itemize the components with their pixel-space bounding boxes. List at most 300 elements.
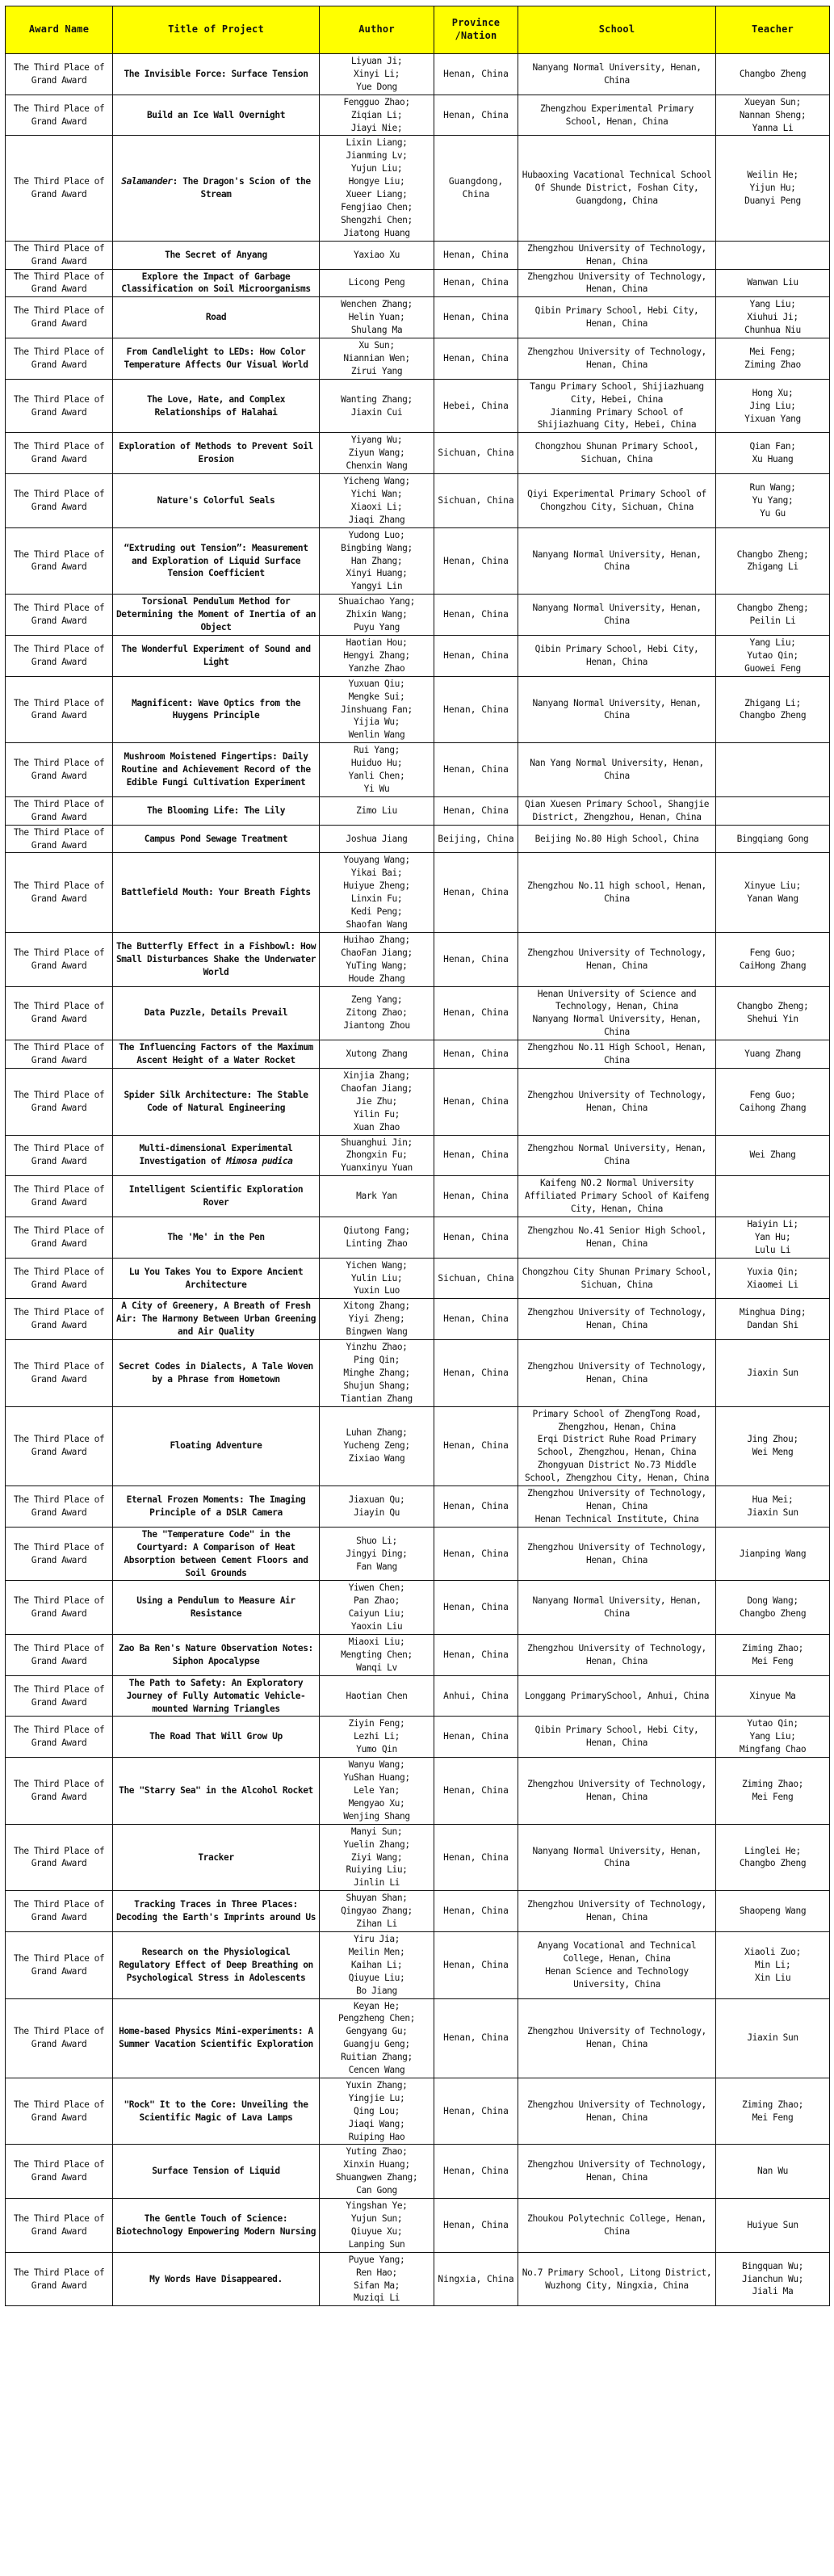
award-name: The Third Place of Grand Award xyxy=(13,1541,105,1565)
award-name-cell xyxy=(6,338,113,380)
authors-cell xyxy=(320,932,434,986)
school-name: Zhengzhou University of Technology, Henan, China xyxy=(527,1779,706,1802)
award-name-cell xyxy=(6,796,113,825)
author-name: Lanping Sun xyxy=(348,2238,405,2250)
author-name: Mark Yan xyxy=(356,1191,397,1202)
project-title-cell xyxy=(113,379,320,433)
project-title: The Road That Will Grow Up xyxy=(149,1731,283,1742)
author-name: Youyang Wang; xyxy=(343,855,410,866)
school-name: Zhengzhou No.11 High School, Henan, China xyxy=(527,1042,706,1066)
project-title: The 'Me' in the Pen xyxy=(167,1231,265,1242)
school-cell xyxy=(518,1675,716,1717)
award-name-cell xyxy=(6,379,113,433)
author-name: Wanqi Lv xyxy=(356,1662,397,1673)
project-title-cell xyxy=(113,54,320,95)
project-title: Tracking Traces in Three Places: Decoding the Earth's Imprints around Us xyxy=(115,1899,316,1923)
author-name: Shaofan Wang xyxy=(346,919,408,930)
authors-cell xyxy=(320,986,434,1040)
author-name: Wanyu Wang; xyxy=(348,1759,405,1771)
province-cell xyxy=(434,1258,518,1299)
author-name: Yangyi Lin xyxy=(350,581,403,592)
table-row xyxy=(6,338,830,380)
authors-cell xyxy=(320,1824,434,1891)
teachers-cell xyxy=(716,54,830,95)
author-name: Jiaqi Wang; xyxy=(348,2118,405,2129)
teachers-cell xyxy=(716,1217,830,1258)
school-cell xyxy=(518,1068,716,1135)
author-name: Niannian Wen; xyxy=(343,352,410,363)
author-name: Huihao Zhang; xyxy=(343,934,410,945)
province-cell xyxy=(434,853,518,932)
author-name: Chenxin Wang xyxy=(346,460,408,472)
school-name: Qibin Primary School, Hebi City, Henan, China xyxy=(534,305,699,330)
table-row xyxy=(6,1217,830,1258)
author-name: Caiyun Liu; xyxy=(348,1608,405,1620)
province-nation: Henan, China xyxy=(443,1007,509,1019)
province-nation: Henan, China xyxy=(443,764,509,775)
school-name: Nanyang Normal University, Henan, China xyxy=(532,1014,702,1038)
province-cell xyxy=(434,241,518,269)
teachers-cell xyxy=(716,1040,830,1069)
table-row xyxy=(6,297,830,338)
authors-cell xyxy=(320,297,434,338)
table-row xyxy=(6,1068,830,1135)
province-cell xyxy=(434,2252,518,2306)
teachers-cell xyxy=(716,2252,830,2306)
school-cell xyxy=(518,1635,716,1676)
teachers-cell xyxy=(716,297,830,338)
award-name: The Third Place of Grand Award xyxy=(13,61,105,86)
school-name: Zhengzhou University of Technology, Henan, China xyxy=(527,1360,706,1385)
teacher-name: Changbo Zheng xyxy=(739,1608,807,1620)
province-nation: Henan, China xyxy=(443,805,509,816)
table-row xyxy=(6,136,830,241)
award-name-cell xyxy=(6,1758,113,1825)
award-name: The Third Place of Grand Award xyxy=(13,2026,105,2050)
project-title-cell xyxy=(113,676,320,743)
award-name: The Third Place of Grand Award xyxy=(13,441,105,465)
teacher-name: Shaopeng Wang xyxy=(739,1906,807,1917)
author-name: Linxin Fu; xyxy=(350,893,403,905)
teacher-name: Zhigang Li; xyxy=(744,697,801,708)
school-cell xyxy=(518,241,716,269)
author-name: Yikai Bai; xyxy=(350,868,403,879)
award-name: The Third Place of Grand Award xyxy=(13,1494,105,1518)
authors-cell xyxy=(320,825,434,853)
project-title: The Love, Hate, and Complex Relationships of Halahai xyxy=(146,393,286,418)
award-name: The Third Place of Grand Award xyxy=(13,1642,105,1666)
province-cell xyxy=(434,1891,518,1932)
school-cell xyxy=(518,527,716,595)
author-name: Jie Zhu; xyxy=(356,1095,397,1107)
teacher-name: Wanwan Liu xyxy=(747,277,798,288)
province-nation: Henan, China xyxy=(443,1440,509,1452)
table-row xyxy=(6,54,830,95)
teacher-name: Yijun Hu; xyxy=(749,183,796,194)
school-cell xyxy=(518,297,716,338)
project-title-cell xyxy=(113,95,320,136)
teacher-name: Ziming Zhao; xyxy=(741,1779,804,1790)
author-name: Xiaoxi Li; xyxy=(350,501,403,512)
award-name-cell xyxy=(6,2145,113,2199)
teacher-name: Mei Feng xyxy=(752,1655,794,1666)
project-title: Surface Tension of Liquid xyxy=(152,2166,280,2177)
school-name: Jianming Primary School of Shijiazhuang City, Hebei, China xyxy=(537,406,697,431)
school-cell xyxy=(518,743,716,797)
province-nation: Henan, China xyxy=(443,2105,509,2116)
header-teacher: Teacher xyxy=(716,6,830,54)
award-name-cell xyxy=(6,1998,113,2078)
authors-cell xyxy=(320,676,434,743)
project-title-cell xyxy=(113,1068,320,1135)
table-row xyxy=(6,1635,830,1676)
table-row xyxy=(6,676,830,743)
author-name: Qiutong Fang; xyxy=(343,1225,410,1236)
teacher-name: Jiali Ma xyxy=(752,2286,794,2297)
author-name: Wanting Zhang; xyxy=(341,393,413,405)
award-name-cell xyxy=(6,136,113,241)
author-name: Jingyi Ding; xyxy=(346,1548,408,1559)
award-name-cell xyxy=(6,1135,113,1176)
author-name: Helin Yuan; xyxy=(348,312,405,323)
school-name: Nanyang Normal University, Henan, China xyxy=(532,697,702,721)
award-name: The Third Place of Grand Award xyxy=(13,176,105,200)
province-cell xyxy=(434,1135,518,1176)
author-name: Yichi Wan; xyxy=(350,489,403,499)
province-cell xyxy=(434,1717,518,1758)
teacher-name: Mei Feng xyxy=(752,1791,794,1802)
province-cell xyxy=(434,474,518,528)
province-nation: Henan, China xyxy=(443,1095,509,1107)
province-nation: Sichuan, China xyxy=(438,1272,514,1284)
author-name: Yudong Luo; xyxy=(348,529,405,540)
table-row xyxy=(6,1824,830,1891)
teacher-name: Yang Liu; xyxy=(749,637,796,648)
province-cell xyxy=(434,1931,518,1998)
school-cell xyxy=(518,635,716,676)
teacher-name: Peilin Li xyxy=(749,616,796,627)
project-title-cell xyxy=(113,1040,320,1069)
school-cell xyxy=(518,1135,716,1176)
award-name: The Third Place of Grand Award xyxy=(13,1360,105,1385)
province-cell xyxy=(434,1040,518,1069)
school-cell xyxy=(518,474,716,528)
province-nation: Henan, China xyxy=(443,1048,509,1060)
province-cell xyxy=(434,338,518,380)
project-title-cell xyxy=(113,1675,320,1717)
author-name: Haotian Chen xyxy=(346,1690,408,1701)
author-name: Joshua Jiang xyxy=(346,833,408,844)
school-cell xyxy=(518,1758,716,1825)
school-name: Qibin Primary School, Hebi City, Henan, China xyxy=(534,1725,699,1749)
school-cell xyxy=(518,1581,716,1635)
teacher-name: Mei Feng; xyxy=(749,346,796,357)
award-name-cell xyxy=(6,1040,113,1069)
school-cell xyxy=(518,1299,716,1340)
province-cell xyxy=(434,1217,518,1258)
teachers-cell xyxy=(716,743,830,797)
teacher-name: Changbo Zheng xyxy=(739,710,807,721)
author-name: Houde Zhang xyxy=(348,973,405,984)
project-title: The Path to Safety: An Exploratory Journey of Fully Automatic Vehicle-mounted Warning Triangles xyxy=(126,1677,306,1714)
province-cell xyxy=(434,297,518,338)
teacher-name: Yixuan Yang xyxy=(744,413,801,424)
award-name-cell xyxy=(6,1675,113,1717)
author-name: Huiduo Hu; xyxy=(350,758,403,769)
teacher-name: Dandan Shi xyxy=(747,1320,798,1331)
teacher-name: Mei Feng xyxy=(752,2112,794,2123)
authors-cell xyxy=(320,1258,434,1299)
authors-cell xyxy=(320,1486,434,1528)
project-title: The Secret of Anyang xyxy=(165,249,267,260)
authors-cell xyxy=(320,853,434,932)
teacher-name: Yanan Wang xyxy=(747,893,798,905)
project-title-cell xyxy=(113,1135,320,1176)
project-title: The "Temperature Code" in the Courtyard: A Comparison of Heat Absorption between Cement Floors and Soil Grounds xyxy=(124,1528,308,1578)
teachers-cell xyxy=(716,986,830,1040)
author-name: YuShan Huang; xyxy=(343,1772,410,1784)
project-title: Campus Pond Sewage Treatment xyxy=(144,833,288,844)
author-name: Puyu Yang xyxy=(353,622,400,633)
teacher-name: Shehui Yin xyxy=(747,1014,798,1025)
author-name: Yi Wu xyxy=(363,783,390,794)
school-cell xyxy=(518,136,716,241)
province-nation: Henan, China xyxy=(443,704,509,715)
teacher-name: Changbo Zheng; xyxy=(736,548,809,560)
award-name: The Third Place of Grand Award xyxy=(13,798,105,822)
award-name: The Third Place of Grand Award xyxy=(13,393,105,418)
award-name-cell xyxy=(6,986,113,1040)
author-name: ChaoFan Jiang; xyxy=(341,947,413,958)
teacher-name: Yang Liu; xyxy=(749,1731,796,1742)
school-name: Primary School of ZhengTong Road, Zhengzhou, Henan, China xyxy=(532,1408,702,1432)
teacher-name: Jiaxin Sun xyxy=(747,1507,798,1518)
author-name: Puyue Yang; xyxy=(348,2254,405,2265)
award-name-cell xyxy=(6,95,113,136)
teacher-name: Jiaxin Sun xyxy=(747,2032,798,2044)
author-name: Qingyao Zhang; xyxy=(341,1906,413,1917)
award-name: The Third Place of Grand Award xyxy=(13,1266,105,1290)
header-author: Author xyxy=(320,6,434,54)
school-cell xyxy=(518,595,716,636)
teacher-name: Qian Fan; xyxy=(749,441,796,452)
authors-cell xyxy=(320,2078,434,2145)
school-name: Longgang PrimarySchool, Anhui, China xyxy=(524,1690,710,1701)
award-name: The Third Place of Grand Award xyxy=(13,1779,105,1802)
awards-table xyxy=(5,6,830,2306)
school-name: Zhengzhou University of Technology, Henan, China xyxy=(527,1089,706,1113)
authors-cell xyxy=(320,1931,434,1998)
project-title: : The Dragon's Scion of the Stream xyxy=(172,176,311,200)
project-title: Magnificent: Wave Optics from the Huygens Principle xyxy=(131,697,301,721)
teacher-name: Xu Huang xyxy=(752,454,794,465)
award-name: The Third Place of Grand Award xyxy=(13,548,105,573)
author-name: Yilin Fu; xyxy=(353,1108,400,1120)
author-name: Xutong Zhang xyxy=(346,1048,408,1060)
teachers-cell xyxy=(716,1340,830,1407)
award-name-cell xyxy=(6,825,113,853)
school-name: Zhengzhou No.11 high school, Henan, China xyxy=(527,880,706,905)
project-title: The "Starry Sea" in the Alcohol Rocket xyxy=(119,1785,313,1796)
teacher-name: Wei Zhang xyxy=(749,1149,796,1161)
award-name-cell xyxy=(6,1068,113,1135)
project-title-cell xyxy=(113,1891,320,1932)
teacher-name: Xinyue Ma xyxy=(749,1690,796,1701)
school-name: Zhengzhou Normal University, Henan, China xyxy=(527,1143,706,1167)
author-name: Rui Yang; xyxy=(353,745,400,756)
authors-cell xyxy=(320,433,434,474)
teachers-cell xyxy=(716,595,830,636)
author-name: Kedi Peng; xyxy=(350,906,403,918)
authors-cell xyxy=(320,1040,434,1069)
project-title-cell xyxy=(113,796,320,825)
award-name: The Third Place of Grand Award xyxy=(13,2099,105,2123)
award-name: The Third Place of Grand Award xyxy=(13,880,105,905)
teacher-name: Bingqiang Gong xyxy=(736,833,809,844)
table-row xyxy=(6,1891,830,1932)
province-nation: Beijing, China xyxy=(438,833,514,844)
project-title-cell xyxy=(113,1717,320,1758)
author-name: Han Zhang; xyxy=(350,555,403,566)
school-name: Nan Yang Normal University, Henan, China xyxy=(530,758,704,782)
author-name: Zirui Yang xyxy=(350,365,403,376)
authors-cell xyxy=(320,1581,434,1635)
author-name: Yanli Chen; xyxy=(348,771,405,782)
province-cell xyxy=(434,1758,518,1825)
province-cell xyxy=(434,1299,518,1340)
project-title: From Candlelight to LEDs: How Color Temperature Affects Our Visual World xyxy=(124,346,308,370)
province-nation: Guangdong, China xyxy=(448,176,504,200)
author-name: Mengting Chen; xyxy=(341,1649,413,1660)
award-name-cell xyxy=(6,297,113,338)
province-nation: Henan, China xyxy=(443,1851,509,1863)
province-cell xyxy=(434,1998,518,2078)
award-name: The Third Place of Grand Award xyxy=(13,1434,105,1458)
school-cell xyxy=(518,54,716,95)
project-title: Explore the Impact of Garbage Classification on Soil Microorganisms xyxy=(121,271,311,295)
project-title: The Gentle Touch of Science: Biotechnology Empowering Modern Nursing xyxy=(115,2213,316,2237)
teacher-name: Xin Liu xyxy=(754,1972,791,1983)
teacher-name: Bingquan Wu; xyxy=(741,2260,804,2271)
school-cell xyxy=(518,853,716,932)
author-name: Shuanghui Jin; xyxy=(341,1137,413,1148)
teachers-cell xyxy=(716,1717,830,1758)
province-nation: Sichuan, China xyxy=(438,448,514,459)
table-row xyxy=(6,1340,830,1407)
author-name: Yuelin Zhang; xyxy=(343,1838,410,1850)
province-nation: Henan, China xyxy=(443,1731,509,1742)
teachers-cell xyxy=(716,1675,830,1717)
author-name: Manyi Sun; xyxy=(350,1826,403,1837)
province-nation: Henan, China xyxy=(443,1548,509,1559)
authors-cell xyxy=(320,1717,434,1758)
school-name: Chongzhou Shunan Primary School, Sichuan, China xyxy=(534,441,699,465)
table-row xyxy=(6,595,830,636)
school-cell xyxy=(518,338,716,380)
project-title-cell xyxy=(113,932,320,986)
author-name: Wenchen Zhang; xyxy=(341,299,413,310)
teachers-cell xyxy=(716,853,830,932)
award-name-cell xyxy=(6,1340,113,1407)
author-name: Chaofan Jiang; xyxy=(341,1082,413,1094)
teacher-name: Yutao Qin; xyxy=(747,649,798,661)
table-row xyxy=(6,1717,830,1758)
teacher-name: Changbo Zheng; xyxy=(736,1001,809,1012)
award-name: The Third Place of Grand Award xyxy=(13,1143,105,1167)
award-name: The Third Place of Grand Award xyxy=(13,103,105,127)
province-cell xyxy=(434,1581,518,1635)
author-name: Yiwen Chen; xyxy=(348,1582,405,1594)
authors-cell xyxy=(320,1891,434,1932)
teachers-cell xyxy=(716,379,830,433)
authors-cell xyxy=(320,95,434,136)
author-name: Yuxuan Qiu; xyxy=(348,678,405,689)
project-title-cell xyxy=(113,1217,320,1258)
table-row xyxy=(6,932,830,986)
author-name: Yinzhu Zhao; xyxy=(346,1342,408,1353)
author-name: Hengyi Zhang; xyxy=(343,649,410,661)
award-name-cell xyxy=(6,2252,113,2306)
project-title: Lu You Takes You to Expore Ancient Architecture xyxy=(128,1266,304,1290)
table-row xyxy=(6,1486,830,1528)
project-title-cell xyxy=(113,1176,320,1217)
project-title-cell xyxy=(113,1758,320,1825)
award-name: The Third Place of Grand Award xyxy=(13,1001,105,1025)
project-title-cell xyxy=(113,1486,320,1528)
author-name: Hongye Liu; xyxy=(348,176,405,187)
table-row xyxy=(6,1998,830,2078)
teachers-cell xyxy=(716,338,830,380)
authors-cell xyxy=(320,1675,434,1717)
teacher-name: Changbo Zheng xyxy=(739,1858,807,1869)
teacher-name: Minghua Ding; xyxy=(739,1307,807,1318)
school-name: Henan Technical Institute, China xyxy=(534,1513,699,1524)
award-name: The Third Place of Grand Award xyxy=(13,603,105,627)
project-title: The Influencing Factors of the Maximum Ascent Height of a Water Rocket xyxy=(119,1042,313,1066)
school-cell xyxy=(518,1406,716,1486)
award-name: The Third Place of Grand Award xyxy=(13,346,105,370)
header-award-name: Award Name xyxy=(6,6,113,54)
author-name: Yingjie Lu; xyxy=(348,2092,405,2103)
author-name: Can Gong xyxy=(356,2185,397,2196)
authors-cell xyxy=(320,1299,434,1340)
school-cell xyxy=(518,2078,716,2145)
project-title: Nature's Colorful Seals xyxy=(157,494,275,506)
award-name: The Third Place of Grand Award xyxy=(13,1683,105,1708)
author-name: Wenlin Wang xyxy=(348,729,405,741)
authors-cell xyxy=(320,2199,434,2253)
teacher-name: Jianchun Wu; xyxy=(741,2273,804,2284)
project-title-cell xyxy=(113,527,320,595)
award-name: The Third Place of Grand Award xyxy=(13,697,105,721)
teacher-name: Hua Mei; xyxy=(752,1494,794,1506)
teachers-cell xyxy=(716,796,830,825)
teachers-cell xyxy=(716,1258,830,1299)
author-name: Xinyi Huang; xyxy=(346,568,408,579)
author-name: Shengzhi Chen; xyxy=(341,214,413,225)
province-nation: Henan, China xyxy=(443,1313,509,1325)
project-title-cell xyxy=(113,2145,320,2199)
teacher-name: Xinyue Liu; xyxy=(744,880,801,892)
school-cell xyxy=(518,796,716,825)
province-cell xyxy=(434,1406,518,1486)
authors-cell xyxy=(320,54,434,95)
project-title: My Words Have Disappeared. xyxy=(149,2273,283,2284)
project-title: Road xyxy=(205,312,227,323)
author-name: Fengjiao Chen; xyxy=(341,201,413,212)
province-cell xyxy=(434,932,518,986)
school-cell xyxy=(518,1486,716,1528)
